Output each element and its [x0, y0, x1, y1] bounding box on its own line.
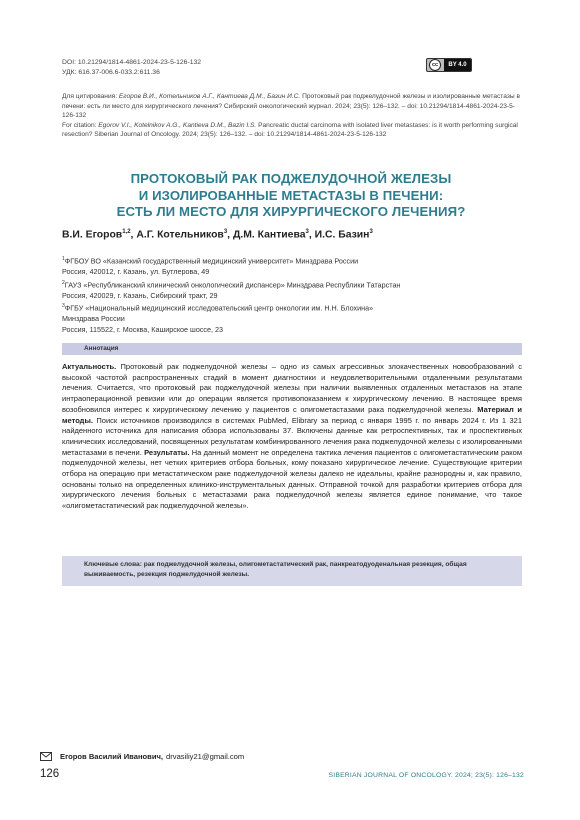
title-line: И ИЗОЛИРОВАННЫЕ МЕТАСТАЗЫ В ПЕЧЕНИ: — [138, 187, 444, 203]
page-number: 126 — [40, 768, 60, 780]
affiliation-line: Минздрава России — [62, 314, 125, 324]
author-affiliation-mark: 3 — [223, 229, 228, 235]
abstract-text — [62, 362, 522, 512]
article-title — [62, 171, 520, 221]
journal-footer: SIBERIAN JOURNAL OF ONCOLOGY. 2024; 23(5): 126–132 — [328, 772, 524, 779]
affiliation-item — [62, 278, 522, 291]
keywords-box: Ключевые слова: рак поджелудочной железы, олигометастатический рак, панкреатодуоденальная резекция, общая выживаемость, резекция поджелудочной железы. — [62, 556, 522, 586]
affiliation-line: Россия, 420012, г. Казань, ул. Бутлерова, 49 — [62, 266, 210, 276]
affiliation-mark: 1 — [62, 256, 65, 262]
affiliation-line: ГАУЗ «Республиканский клинический онкологический диспансер» Минздрава Республики Татарстан — [64, 279, 401, 289]
citation-ru-prefix: Для цитирования: — [62, 93, 119, 100]
author-name: И.С. Базин — [314, 229, 370, 241]
author-affiliation-mark: 1,2 — [122, 229, 131, 235]
citation-ru-text: Протоковый рак поджелудочной железы и изолированные метастазы в печени: есть ли место для хирургического лечения? Сибирский онкологический журнал. 2024; 23(5): 126–132. – doi: 10.21294/1814-4861-2024-23-5-126-132 — [62, 93, 520, 120]
contact-email-link[interactable]: drvasiliy21@gmail.com — [166, 752, 245, 761]
citation-ru — [62, 92, 522, 121]
affiliations — [62, 254, 522, 335]
udk-line: УДК: 616.37-006.6-033.2:611.36 — [62, 69, 160, 76]
affiliation-line: Россия, 420029, г. Казань, Сибирский тракт, 29 — [62, 290, 218, 300]
citation-en-authors: Egorov V.I., Kotelnikov A.G., Kantieva D.M., Bazin I.S. — [98, 121, 257, 129]
author-affiliation-mark: 3 — [305, 229, 309, 235]
doi-block — [62, 58, 201, 78]
author-name: В.И. Егоров — [62, 229, 123, 241]
abstract-heading: Аннотация — [62, 343, 522, 355]
relevance-text: Протоковый рак поджелудочной железы – одно из самых агрессивных злокачественных новообразований с высокой частотой распространенных стадий в момент диагностики и неудовлетворительными отдаленными результатами лечения. Считается, что протоковый рак поджелудочной железы при наличии выявленных отдаленных метастазов на этапе интраоперационной ревизии или до операции является противопоказанием к хирургическому лечению. В настоящее время возобновился интерес к хирургическому лечению у пациентов с олигометастазами рака поджелудочной железы. — [62, 362, 522, 414]
author-separator: , — [227, 229, 233, 241]
results-label: Результаты. — [144, 447, 190, 457]
citation-ru-authors: Егоров В.И., Котельников А.Г., Кантиева Д.М., Базин И.С. — [118, 93, 301, 100]
affiliation-mark: 3 — [62, 303, 65, 310]
corresponding-author — [40, 752, 244, 761]
affiliation-line: ФГБУ «Национальный медицинский исследовательский центр онкологии им. Н.Н. Блохина» — [64, 303, 374, 313]
title-line: ЕСТЬ ЛИ МЕСТО ДЛЯ ХИРУРГИЧЕСКОГО ЛЕЧЕНИЯ? — [116, 204, 466, 220]
author-separator: , — [130, 229, 137, 241]
methods-text: Поиск источников производился в системах PubMed, Elibrary за период с января 1995 г. по январь 2024 г. Из 1 321 найденного источника для написания обзора использованы 37. Включены данные как ретроспективных, так и проспективных клинических исследований, посвященных результатам комбинированного лечения рака поджелудочной железы с изолированными метастазами в печени. — [62, 415, 522, 457]
contact-name: Егоров Василий Иванович, — [60, 752, 164, 761]
affiliation-item — [62, 301, 522, 314]
affiliation-item — [62, 254, 522, 267]
author-name: А.Г. Котельников — [136, 229, 224, 241]
relevance-label: Актуальность. — [62, 362, 117, 371]
citation-en-text: Pancreatic ductal carcinoma with isolated liver metastases: is it worth performing surgical resection? Siberian Journal of Oncology. 2024; 23(5): 126–132. – doi: 10.21294/1814-4861-2024-23-5-126-132 — [62, 121, 518, 139]
author-name: Д.М. Кантиева — [232, 229, 306, 241]
author-list — [62, 229, 373, 240]
creative-commons-icon: cc — [429, 59, 441, 71]
author-separator: , — [308, 229, 315, 241]
affiliation-mark: 2 — [62, 279, 65, 286]
author-affiliation-mark: 3 — [369, 229, 373, 235]
cc-license-badge[interactable] — [426, 58, 472, 72]
title-line: ПРОТОКОВЫЙ РАК ПОДЖЕЛУДОЧНОЙ ЖЕЛЕЗЫ — [130, 171, 452, 186]
citation-en — [62, 121, 522, 140]
citation-en-prefix: For citation: — [62, 121, 99, 129]
doi-line: DOI: 10.21294/1814-4861-2024-23-5-126-132 — [62, 59, 202, 66]
methods-label: Материал и методы. — [62, 404, 523, 425]
envelope-icon — [40, 752, 52, 761]
results-text: На данный момент не определена тактика лечения пациентов с олигометастатическим раком поджелудочной железы, нет четких критериев отбора больных, кому показано хирургическое лечение. Существующие критерии отбора на операцию при метастатическом раке поджелудочной железы далеко не идеальны, крайне разнородны и, как правило, основаны только на определенных клинико-инструментальных данных. Отправной точкой для разработки критериев отбора для хирургического лечения больных с метастазами рака поджелудочной железы является единое понимание, что такое «олигометастатический рак поджелудочной железы». — [62, 447, 522, 511]
affiliation-line: ФГБОУ ВО «Казанский государственный медицинский университет» Минздрава России — [64, 256, 359, 266]
citation-block — [62, 92, 522, 140]
license-label: BY 4.0 — [444, 59, 471, 71]
affiliation-line: Россия, 115522, г. Москва, Каширское шоссе, 23 — [62, 324, 223, 334]
